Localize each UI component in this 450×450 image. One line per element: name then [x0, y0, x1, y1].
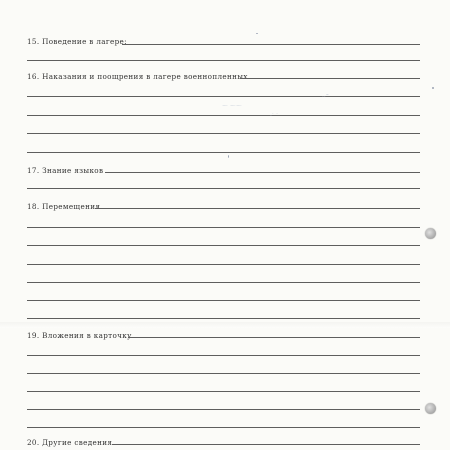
speck — [432, 87, 434, 89]
section-16-line[interactable] — [27, 152, 420, 153]
section-19-field[interactable] — [128, 337, 420, 338]
speck — [256, 33, 258, 34]
punch-hole — [425, 228, 436, 239]
section-17-line[interactable] — [27, 188, 420, 189]
section-16-line[interactable] — [27, 133, 420, 134]
fold-shadow — [0, 322, 450, 328]
section-18-line[interactable] — [27, 245, 420, 246]
section-17-label: 17. Знание языков — [27, 166, 104, 175]
section-18-line[interactable] — [27, 300, 420, 301]
section-20-field[interactable] — [112, 444, 420, 445]
section-19-line[interactable] — [27, 391, 420, 392]
section-18-line[interactable] — [27, 318, 420, 319]
section-15-line[interactable] — [27, 60, 420, 61]
section-20-label: 20. Другие сведения — [27, 438, 113, 447]
section-17-field[interactable] — [105, 172, 420, 173]
section-15-field[interactable] — [122, 44, 420, 45]
section-16-field[interactable] — [240, 78, 420, 79]
section-18-line[interactable] — [27, 227, 420, 228]
section-19-line[interactable] — [27, 409, 420, 410]
punch-hole — [425, 403, 436, 414]
section-19-line[interactable] — [27, 427, 420, 428]
faint-mark: ～ ～～ — [222, 103, 242, 110]
section-16-line[interactable] — [27, 96, 420, 97]
section-15-label: 15. Поведение в лагере: — [27, 37, 127, 46]
section-19-label: 19. Вложения в карточку — [27, 331, 132, 340]
faint-mark: ·⌒ — [270, 113, 278, 120]
section-16-line[interactable] — [27, 115, 420, 116]
section-16-label: 16. Наказания и поощрения в лагере военнопленных — [27, 72, 248, 81]
section-19-line[interactable] — [27, 373, 420, 374]
section-18-line[interactable] — [27, 282, 420, 283]
section-18-field[interactable] — [95, 208, 420, 209]
speck — [228, 155, 229, 158]
faint-mark: ··˜ — [322, 94, 329, 101]
section-18-line[interactable] — [27, 264, 420, 265]
section-18-label: 18. Перемещения — [27, 202, 101, 211]
section-19-line[interactable] — [27, 355, 420, 356]
